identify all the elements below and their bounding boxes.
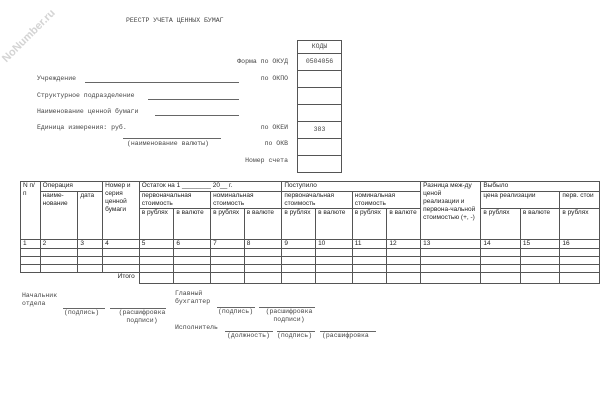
- column-number: 4: [103, 240, 140, 249]
- head-decode-caption: (расшифровка подписи): [118, 309, 166, 324]
- table-cell[interactable]: [174, 257, 211, 265]
- table-cell[interactable]: [139, 257, 174, 265]
- table-cell[interactable]: [211, 265, 245, 273]
- label-chief-accountant: Главный бухгалтер: [175, 290, 211, 305]
- header-operation: Операция: [40, 182, 102, 192]
- h-rub: в рублях: [139, 209, 174, 240]
- total-cell[interactable]: [352, 273, 387, 284]
- h-rub: в рублях: [481, 209, 520, 240]
- total-cell[interactable]: [481, 273, 520, 284]
- label-head-of-dept: Начальник отдела: [22, 292, 58, 307]
- division-field[interactable]: [148, 99, 239, 100]
- code-account[interactable]: [298, 156, 341, 172]
- label-okv: по ОКВ: [264, 140, 288, 147]
- head-sign-caption: (подпись): [64, 309, 100, 316]
- table-cell[interactable]: [282, 257, 316, 265]
- column-number: 16: [560, 240, 600, 249]
- table-cell[interactable]: [481, 257, 520, 265]
- table-cell[interactable]: [211, 249, 245, 257]
- column-number: 7: [211, 240, 245, 249]
- h-rub: в рублях: [211, 209, 245, 240]
- table-cell[interactable]: [352, 249, 387, 257]
- table-cell[interactable]: [244, 249, 282, 257]
- table-cell[interactable]: [520, 265, 560, 273]
- header-sale-price: цена реализации: [481, 192, 560, 209]
- h-rub: в рублях: [282, 209, 316, 240]
- header-disposed-initial: перв. стои: [560, 192, 600, 209]
- table-cell[interactable]: [211, 257, 245, 265]
- table-cell[interactable]: [244, 265, 282, 273]
- table-cell[interactable]: [387, 257, 421, 265]
- column-number: 12: [387, 240, 421, 249]
- table-cell[interactable]: [139, 265, 174, 273]
- table-cell[interactable]: [520, 257, 560, 265]
- label-unit: Единица измерения: руб.: [37, 124, 127, 131]
- code-okpo[interactable]: [298, 71, 341, 88]
- table-cell[interactable]: [78, 257, 103, 265]
- column-number: 9: [282, 240, 316, 249]
- column-number: 3: [78, 240, 103, 249]
- code-okud: 0504056: [298, 54, 341, 71]
- total-cell[interactable]: [387, 273, 421, 284]
- column-number: 11: [352, 240, 387, 249]
- table-cell[interactable]: [78, 265, 103, 273]
- code-row-5[interactable]: [298, 105, 341, 122]
- executor-sign-caption: (подпись): [277, 332, 313, 339]
- column-number: 13: [421, 240, 481, 249]
- table-cell[interactable]: [139, 249, 174, 257]
- table-cell[interactable]: [40, 249, 78, 257]
- table-cell[interactable]: [21, 249, 41, 257]
- column-number: 2: [40, 240, 78, 249]
- chief-sign-caption: (подпись): [218, 308, 254, 315]
- column-numbers-row: [21, 240, 600, 249]
- currency-field[interactable]: [123, 138, 221, 139]
- table-cell[interactable]: [40, 265, 78, 273]
- table-cell[interactable]: [387, 265, 421, 273]
- codes-box: [297, 40, 342, 173]
- total-cell[interactable]: [174, 273, 211, 284]
- table-cell[interactable]: [560, 265, 600, 273]
- header-difference: Разница меж-ду ценой реализации и первона-чальной стоимостью (+, -): [421, 182, 481, 240]
- h-rub: в рублях: [352, 209, 387, 240]
- column-number: 15: [520, 240, 560, 249]
- executor-decode-caption: (расшифровка: [322, 332, 369, 339]
- table-cell[interactable]: [103, 257, 140, 265]
- table-cell[interactable]: [560, 249, 600, 257]
- header-disposed: Выбыло: [481, 182, 600, 192]
- label-division: Структурное подразделение: [37, 92, 135, 99]
- header-op-date: дата: [78, 192, 103, 240]
- register-table: [20, 181, 600, 284]
- total-cell[interactable]: [211, 273, 245, 284]
- total-cell[interactable]: [282, 273, 316, 284]
- label-account-no: Номер счета: [245, 157, 288, 164]
- h-cur: в валюте: [244, 209, 282, 240]
- table-cell[interactable]: [103, 249, 140, 257]
- label-executor: Исполнитель: [175, 324, 218, 331]
- h-cur: в валюте: [174, 209, 211, 240]
- column-number: 8: [244, 240, 282, 249]
- header-balance-initial: первоначальная стоимость: [139, 192, 210, 209]
- label-form-okud: Форма по ОКУД: [237, 58, 288, 65]
- executor-position-caption: (должность): [227, 332, 270, 339]
- label-okpo: по ОКПО: [260, 75, 288, 82]
- watermark: NoNumber.ru: [0, 7, 58, 65]
- table-cell[interactable]: [282, 265, 316, 273]
- column-number: 6: [174, 240, 211, 249]
- code-okei: 383: [298, 122, 341, 139]
- institution-field[interactable]: [85, 82, 239, 83]
- label-institution: Учреждение: [37, 75, 77, 82]
- table-cell[interactable]: [40, 257, 78, 265]
- h-cur: в валюте: [387, 209, 421, 240]
- table-cell[interactable]: [421, 257, 481, 265]
- label-okei: по ОКЕИ: [260, 124, 288, 131]
- column-number: 1: [21, 240, 41, 249]
- table-cell[interactable]: [174, 265, 211, 273]
- h-cur: в валюте: [316, 209, 353, 240]
- h-rub: в рублях: [560, 209, 600, 240]
- table-cell[interactable]: [481, 265, 520, 273]
- security-name-field[interactable]: [155, 115, 239, 116]
- total-label: Итого: [117, 273, 135, 280]
- table-cell[interactable]: [560, 257, 600, 265]
- total-cell[interactable]: [244, 273, 282, 284]
- header-op-name: наиме-нование: [40, 192, 78, 240]
- h-cur: в валюте: [520, 209, 560, 240]
- table-cell[interactable]: [316, 257, 353, 265]
- table-cell[interactable]: [21, 257, 41, 265]
- table-cell[interactable]: [481, 249, 520, 257]
- code-okv[interactable]: [298, 139, 341, 156]
- table-row[interactable]: [21, 249, 600, 257]
- header-n: N п/п: [21, 182, 41, 240]
- document-title: РЕЕСТР УЧЕТА ЦЕННЫХ БУМАГ: [126, 17, 224, 24]
- total-cell[interactable]: [316, 273, 353, 284]
- header-received: Поступило: [282, 182, 421, 192]
- table-cell[interactable]: [282, 249, 316, 257]
- table-cell[interactable]: [316, 265, 353, 273]
- table-cell[interactable]: [316, 249, 353, 257]
- total-row: [21, 273, 600, 284]
- label-currency-name: (наименование валюты): [127, 140, 209, 147]
- codes-header: КОДЫ: [298, 41, 341, 54]
- header-number: Номер и серия ценной бумаги: [103, 182, 140, 240]
- code-row-4[interactable]: [298, 88, 341, 105]
- total-cell[interactable]: [560, 273, 600, 284]
- table-cell[interactable]: [78, 249, 103, 257]
- table-cell[interactable]: [520, 249, 560, 257]
- table-cell[interactable]: [421, 249, 481, 257]
- total-cell[interactable]: [139, 273, 174, 284]
- table-cell[interactable]: [174, 249, 211, 257]
- total-cell[interactable]: [421, 273, 481, 284]
- table-row[interactable]: [21, 257, 600, 265]
- column-number: 14: [481, 240, 520, 249]
- header-balance-nominal: номинальная стоимость: [211, 192, 282, 209]
- chief-decode-caption: (расшифровка подписи): [265, 308, 313, 323]
- table-cell[interactable]: [244, 257, 282, 265]
- header-received-nominal: номинальная стоимость: [352, 192, 420, 209]
- table-cell[interactable]: [352, 265, 387, 273]
- total-cell[interactable]: [520, 273, 560, 284]
- table-cell[interactable]: [421, 265, 481, 273]
- table-cell[interactable]: [387, 249, 421, 257]
- column-number: 5: [139, 240, 174, 249]
- table-cell[interactable]: [103, 265, 140, 273]
- column-number: 10: [316, 240, 353, 249]
- header-balance: Остаток на 1 ________ 20__ г.: [139, 182, 282, 192]
- header-received-initial: первоначальная стоимость: [282, 192, 352, 209]
- table-row[interactable]: [21, 265, 600, 273]
- table-cell[interactable]: [21, 265, 41, 273]
- label-security-name: Наименование ценной бумаги: [37, 108, 139, 115]
- table-cell[interactable]: [352, 257, 387, 265]
